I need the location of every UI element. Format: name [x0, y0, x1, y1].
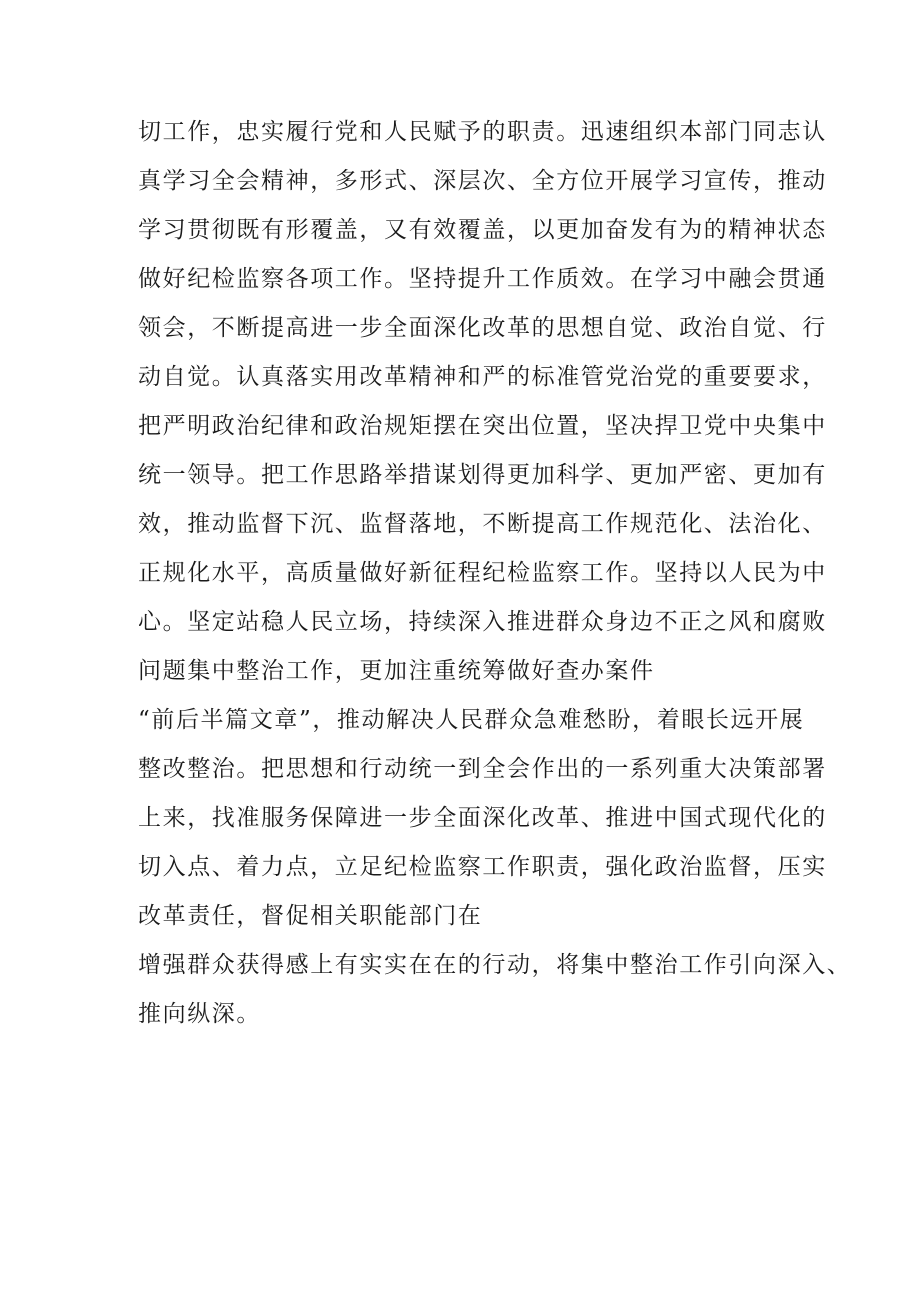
text-line: 切入点、着力点，立足纪检监察工作职责，强化政治监督，压实 — [138, 854, 827, 880]
text-line: 领会，不断提高进一步全面深化改革的思想自觉、政治自觉、行 — [138, 315, 827, 341]
text-line: 增强群众获得感上有实实在在的行动，将集中整治工作引向深入、 — [138, 952, 852, 978]
text-line: 学习贯彻既有形覆盖，又有效覆盖，以更加奋发有为的精神状态 — [138, 217, 827, 243]
text-line: “前后半篇文章”，推动解决人民群众急难愁盼，着眼长远开展 — [138, 707, 805, 733]
text-line: 上来，找准服务保障进一步全面深化改革、推进中国式现代化的 — [138, 805, 827, 831]
text-line: 改革责任，督促相关职能部门在 — [138, 903, 483, 929]
text-line: 真学习全会精神，多形式、深层次、全方位开展学习宣传，推动 — [138, 168, 827, 194]
text-line: 问题集中整治工作，更加注重统筹做好查办案件 — [138, 658, 655, 684]
text-line: 统一领导。把工作思路举措谋划得更加科学、更加严密、更加有 — [138, 462, 827, 488]
body-text — [138, 108, 852, 1039]
text-line: 整改整治。把思想和行动统一到全会作出的一系列重大决策部署 — [138, 756, 827, 782]
text-line: 正规化水平，高质量做好新征程纪检监察工作。坚持以人民为中 — [138, 560, 827, 586]
text-line: 动自觉。认真落实用改革精神和严的标准管党治党的重要要求， — [138, 364, 827, 390]
text-line: 把严明政治纪律和政治规矩摆在突出位置，坚决捍卫党中央集中 — [138, 413, 827, 439]
text-line: 切工作，忠实履行党和人民赋予的职责。迅速组织本部门同志认 — [138, 119, 827, 145]
text-line: 做好纪检监察各项工作。坚持提升工作质效。在学习中融会贯通 — [138, 266, 827, 292]
text-line: 推向纵深。 — [138, 1001, 261, 1027]
text-line: 效，推动监督下沉、监督落地，不断提高工作规范化、法治化、 — [138, 511, 827, 537]
text-line: 心。坚定站稳人民立场，持续深入推进群众身边不正之风和腐败 — [138, 609, 827, 635]
